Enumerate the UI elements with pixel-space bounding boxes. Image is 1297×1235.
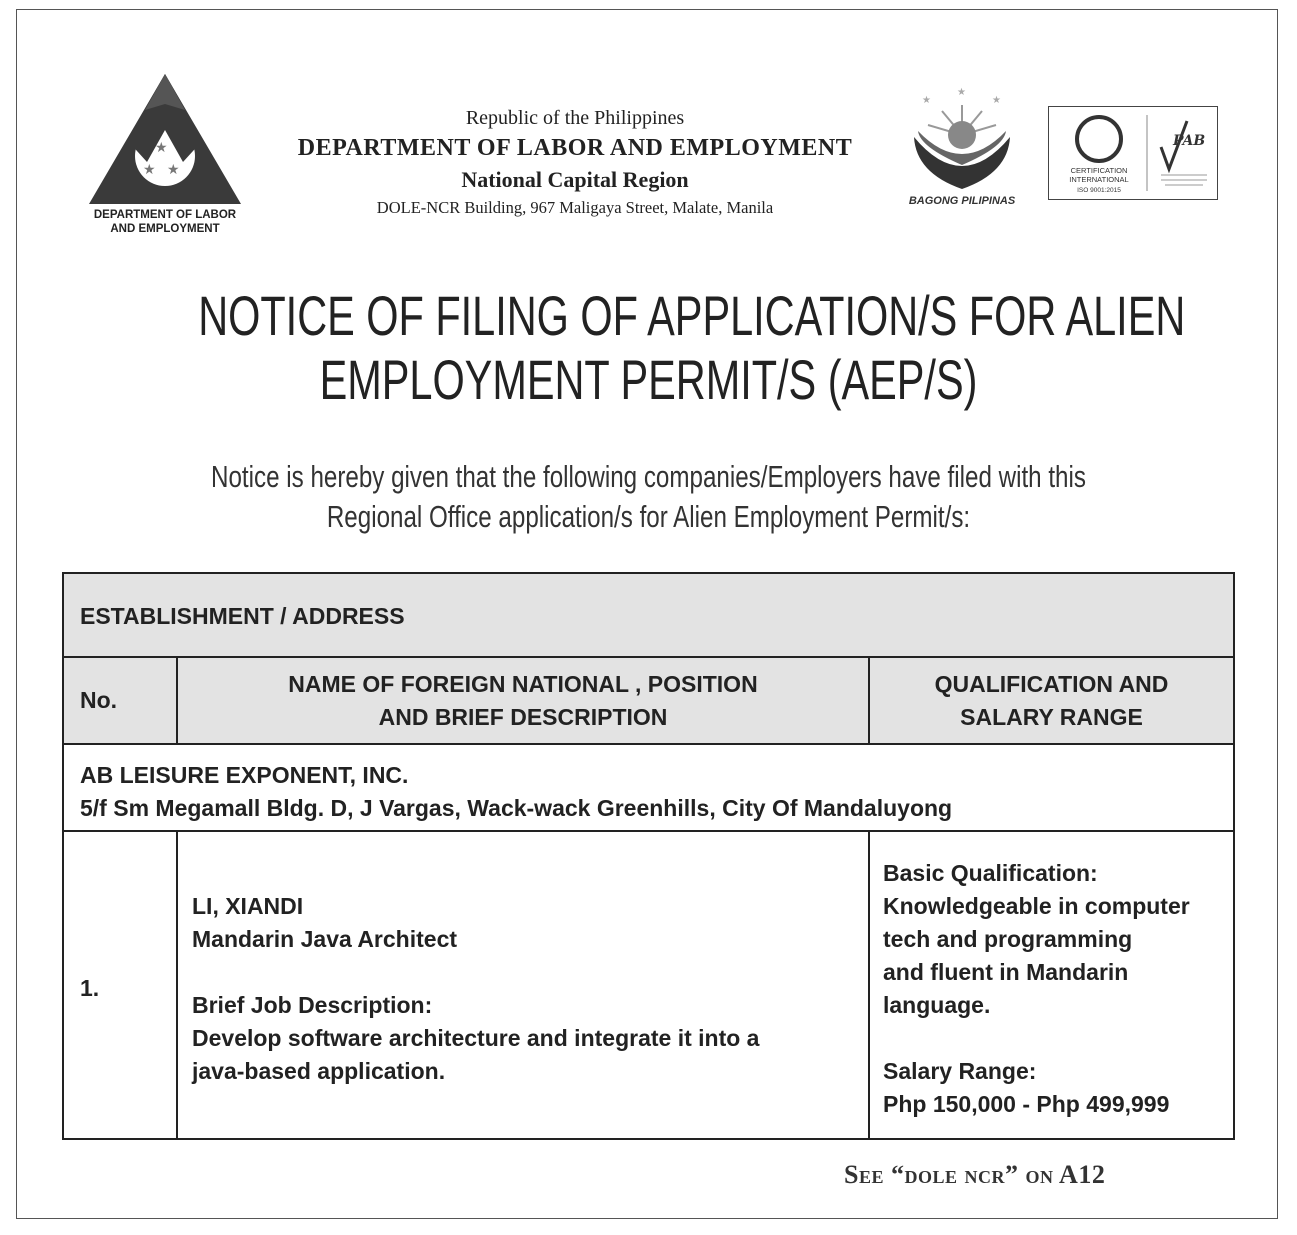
divider (64, 743, 1233, 745)
dole-caption-line1: DEPARTMENT OF LABOR (93, 209, 237, 221)
title-line2: EMPLOYMENT PERMIT/S (AEP/S) (319, 348, 978, 411)
dole-logo-caption (80, 208, 250, 236)
establishment-header-label: ESTABLISHMENT / ADDRESS (80, 603, 405, 629)
letterhead (250, 104, 900, 220)
col-name-header (178, 668, 868, 734)
office-address: DOLE-NCR Building, 967 Maligaya Street, Malate, Manila (376, 198, 774, 217)
job-description-line1: Develop software architecture and integrate it into a (192, 1025, 760, 1051)
divider (868, 656, 870, 743)
svg-text:★: ★ (167, 162, 180, 178)
salary-range-value: Php 150,000 - Php 499,999 (883, 1091, 1170, 1117)
divider (176, 656, 178, 743)
aep-table (62, 572, 1235, 1140)
svg-text:★: ★ (992, 95, 1001, 106)
divider (64, 830, 1233, 832)
table-row-qual-cell (883, 857, 1233, 1121)
pab-mark: PAB (1173, 133, 1206, 149)
job-description-line2: java-based application. (192, 1058, 446, 1084)
divider (176, 830, 178, 1138)
position-title: Mandarin Java Architect (192, 926, 458, 952)
qualification-line2: tech and programming (883, 926, 1133, 952)
divider (868, 830, 870, 1138)
cert-line2: INTERNATIONAL (1069, 174, 1129, 184)
establishment-header-cell (64, 574, 1233, 656)
foreign-national-name: LI, XIANDI (192, 893, 304, 919)
region-name: National Capital Region (461, 167, 689, 192)
title-line1: NOTICE OF FILING OF APPLICATION/S FOR ALIEN (198, 284, 1186, 347)
table-row-no: 1. (80, 975, 100, 1001)
svg-text:★: ★ (155, 140, 168, 156)
certification-box (1048, 106, 1218, 200)
bagong-pilipinas-logo (892, 85, 1032, 215)
establishment-cell (80, 759, 1220, 825)
republic-text: Republic of the Philippines (465, 107, 685, 129)
qualification-label: Basic Qualification: (883, 860, 1098, 886)
col-name-header-line2: AND BRIEF DESCRIPTION (378, 704, 668, 730)
svg-text:★: ★ (143, 162, 156, 178)
cert-iso: ISO 9001:2015 (1077, 187, 1121, 194)
intro-line2: Regional Office application/s for Alien Employment Permit/s: (326, 499, 971, 534)
notice-title (198, 284, 1186, 412)
qualification-line4: language. (883, 992, 991, 1018)
department-name: DEPARTMENT OF LABOR AND EMPLOYMENT (297, 135, 853, 161)
column-header-row (64, 658, 1233, 743)
qualification-line1: Knowledgeable in computer (883, 893, 1190, 919)
dole-triangle-emblem (85, 70, 245, 210)
col-qual-header-line1: QUALIFICATION AND (934, 671, 1169, 697)
col-name-header-line1: NAME OF FOREIGN NATIONAL , POSITION (288, 671, 758, 697)
col-no-header: No. (80, 687, 118, 713)
continuation-note: See “dole ncr” on A12 (844, 1160, 1106, 1189)
notice-intro (189, 457, 1107, 537)
cert-line1: CERTIFICATION (1070, 166, 1128, 175)
cert-text (1055, 167, 1143, 184)
qualification-line3: and fluent in Mandarin (883, 959, 1129, 985)
dole-logo (80, 70, 250, 245)
establishment-address: 5/f Sm Megamall Bldg. D, J Vargas, Wack-wack Greenhills, City Of Mandaluyong (80, 795, 953, 821)
table-row-name-cell (192, 890, 862, 1088)
job-description-label: Brief Job Description: (192, 992, 433, 1018)
col-qual-header-line2: SALARY RANGE (960, 704, 1143, 730)
salary-range-label: Salary Range: (883, 1058, 1037, 1084)
col-qual-header (870, 668, 1233, 734)
dole-caption-line2: AND EMPLOYMENT (110, 223, 220, 235)
establishment-name: AB LEISURE EXPONENT, INC. (80, 762, 409, 788)
bagong-pilipinas-caption: BAGONG PILIPINAS (908, 195, 1016, 207)
certification-emblem (1049, 107, 1216, 198)
svg-text:★: ★ (922, 95, 931, 106)
svg-text:★: ★ (957, 87, 966, 98)
bagong-pilipinas-emblem (908, 85, 1016, 193)
intro-line1: Notice is hereby given that the following companies/Employers have filed with this (211, 459, 1086, 494)
